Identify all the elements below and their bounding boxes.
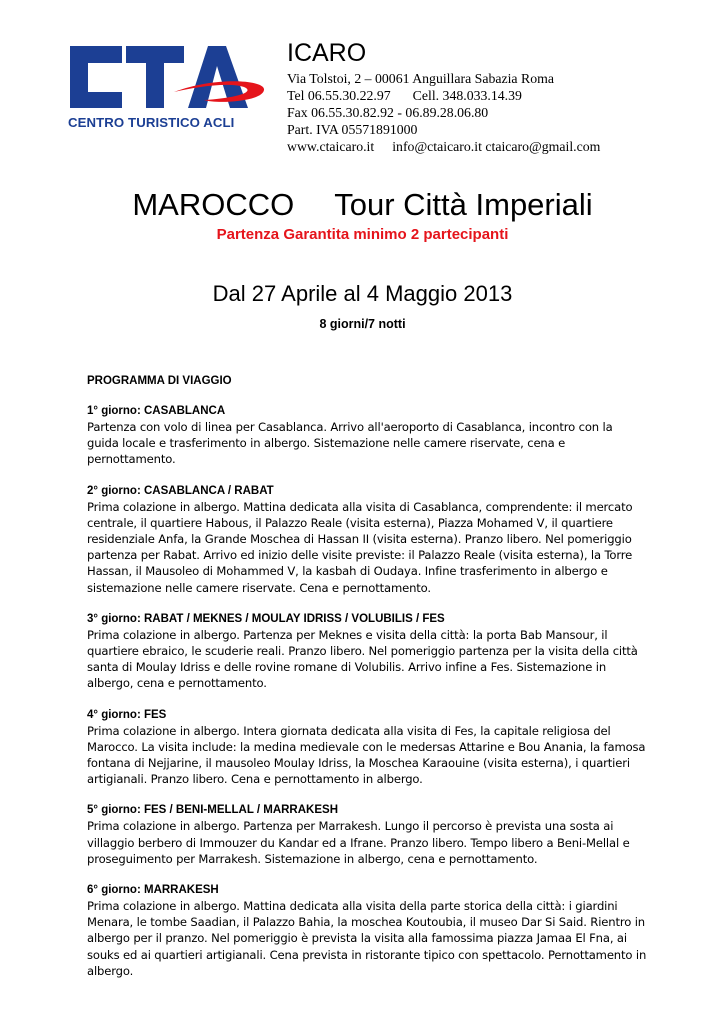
day-item — [87, 483, 647, 596]
day-item — [87, 882, 647, 979]
day-heading: 6° giorno: MARRAKESH — [87, 884, 219, 897]
day-heading: 1° giorno: CASABLANCA — [87, 405, 226, 417]
day-item — [87, 802, 647, 867]
org-fax: Fax 06.55.30.82.92 - 06.89.28.06.80 — [287, 105, 489, 120]
day-description: Prima colazione in albergo. Intera giornata dedicata alla visita di Fes, la capitale religiosa del Marocco. La visita include: la medina medievale con le medersas Attarine e Bou Anania, la famosa fontana di Nejjarine, il mausoleo Moulay Idriss, la Moschea Karaouine (visita esterna), i quartieri artigianali. Pranzo libero. Cena e pernottamento in albergo. — [87, 723, 646, 787]
day-description: Prima colazione in albergo. Mattina dedicata alla visita della parte storica della città: i giardini Menara, le tombe Saadian, il Palazzo Bahia, la moschea Koutoubia, il museo Dar Si Said. Rientro in albergo per il pranzo. Nel pomeriggio è prevista la visita alla famossima piazza Jamaa El Fna, ai souks ed ai quartieri artigianali. Cena prevista in ristorante tipico con spettacolo. Pernottamento in albergo. — [87, 899, 647, 978]
program-section — [87, 373, 647, 994]
day-heading: 2° giorno: CASABLANCA / RABAT — [87, 484, 274, 497]
org-info — [287, 38, 707, 155]
day-item — [87, 707, 647, 788]
org-website-link[interactable]: www.ctaicaro.it — [287, 139, 375, 154]
day-description: Prima colazione in albergo. Partenza per Meknes e visita della città: la porta Bab Mansour, il quartiere ebraico, le scuderie reali. Pranzo libero. Nel pomeriggio partenza per la visita della città santa di Moulay Idriss e delle rovine romane di Volubilis. Arrivo infine a Fes. Sistemazione in albergo, cena e pernottamento. — [87, 627, 638, 691]
org-cell: Cell. 348.033.14.39 — [412, 88, 522, 103]
day-heading: 4° giorno: FES — [87, 708, 167, 721]
day-description: Prima colazione in albergo. Partenza per Marrakesh. Lungo il percorso è prevista una sosta ai villaggio berbero di Immouzer du Kandar ed a Ifrane. Pranzo libero. Tempo libero a Beni-Mellal e proseguimento per Marrakesh. Sistemazione in albergo, cena e pernottamento. — [87, 819, 630, 866]
title-country: MAROCCO — [132, 187, 295, 222]
org-web — [287, 138, 707, 155]
day-heading: 3° giorno: RABAT / MEKNES / MOULAY IDRISS / VOLUBILIS / FES — [87, 612, 445, 625]
day-item — [87, 403, 647, 468]
day-description: Partenza con volo di linea per Casablanca. Arrivo all'aeroporto di Casablanca, incontro con la guida locale e trasferimento in albergo. Sistemazione nelle camere riservate, cena e pernottamento. — [87, 420, 613, 467]
tour-dates: Dal 27 Aprile al 4 Maggio 2013 — [212, 281, 513, 306]
day-heading: 5° giorno: FES / BENI-MELLAL / MARRAKESH — [87, 804, 338, 817]
day-description: Prima colazione in albergo. Mattina dedicata alla visita di Casablanca, comprendente: il mercato centrale, il quartiere Habous, il Palazzo Reale (visita esterna), Piazza Mohamed V, il quartiere residenziale Anfa, la Grande Moschea di Hassan II (visita esterna). Pranzo libero. Nel pomeriggio partenza per Rabat. Arrivo ed inizio delle visite previste: il Palazzo Reale (visita esterna), la Torre Hassan, il Mausoleo di Mohammed V, la kasbah di Oudaya. Infine trasferimento in albergo e sistemazione nelle camere riservate. Cena e pernottamento. — [87, 499, 633, 595]
day-item — [87, 611, 647, 692]
title-tour: Tour Città Imperiali — [334, 187, 593, 222]
org-phones — [287, 87, 707, 104]
org-piva: Part. IVA 05571891000 — [287, 122, 418, 137]
page-subtitle: Partenza Garantita minimo 2 partecipanti — [216, 226, 509, 243]
org-name: ICARO — [287, 39, 367, 67]
org-address: Via Tolstoi, 2 – 00061 Anguillara Sabazia Roma — [287, 71, 554, 86]
tour-duration: 8 giorni/7 notti — [319, 317, 406, 331]
page-title — [0, 186, 725, 224]
logo-caption: CENTRO TURISTICO ACLI — [68, 115, 235, 130]
org-tel: Tel 06.55.30.22.97 — [287, 88, 391, 103]
program-title: PROGRAMMA DI VIAGGIO — [87, 375, 232, 387]
org-email-links[interactable]: info@ctaicaro.it ctaicaro@gmail.com — [392, 139, 601, 154]
